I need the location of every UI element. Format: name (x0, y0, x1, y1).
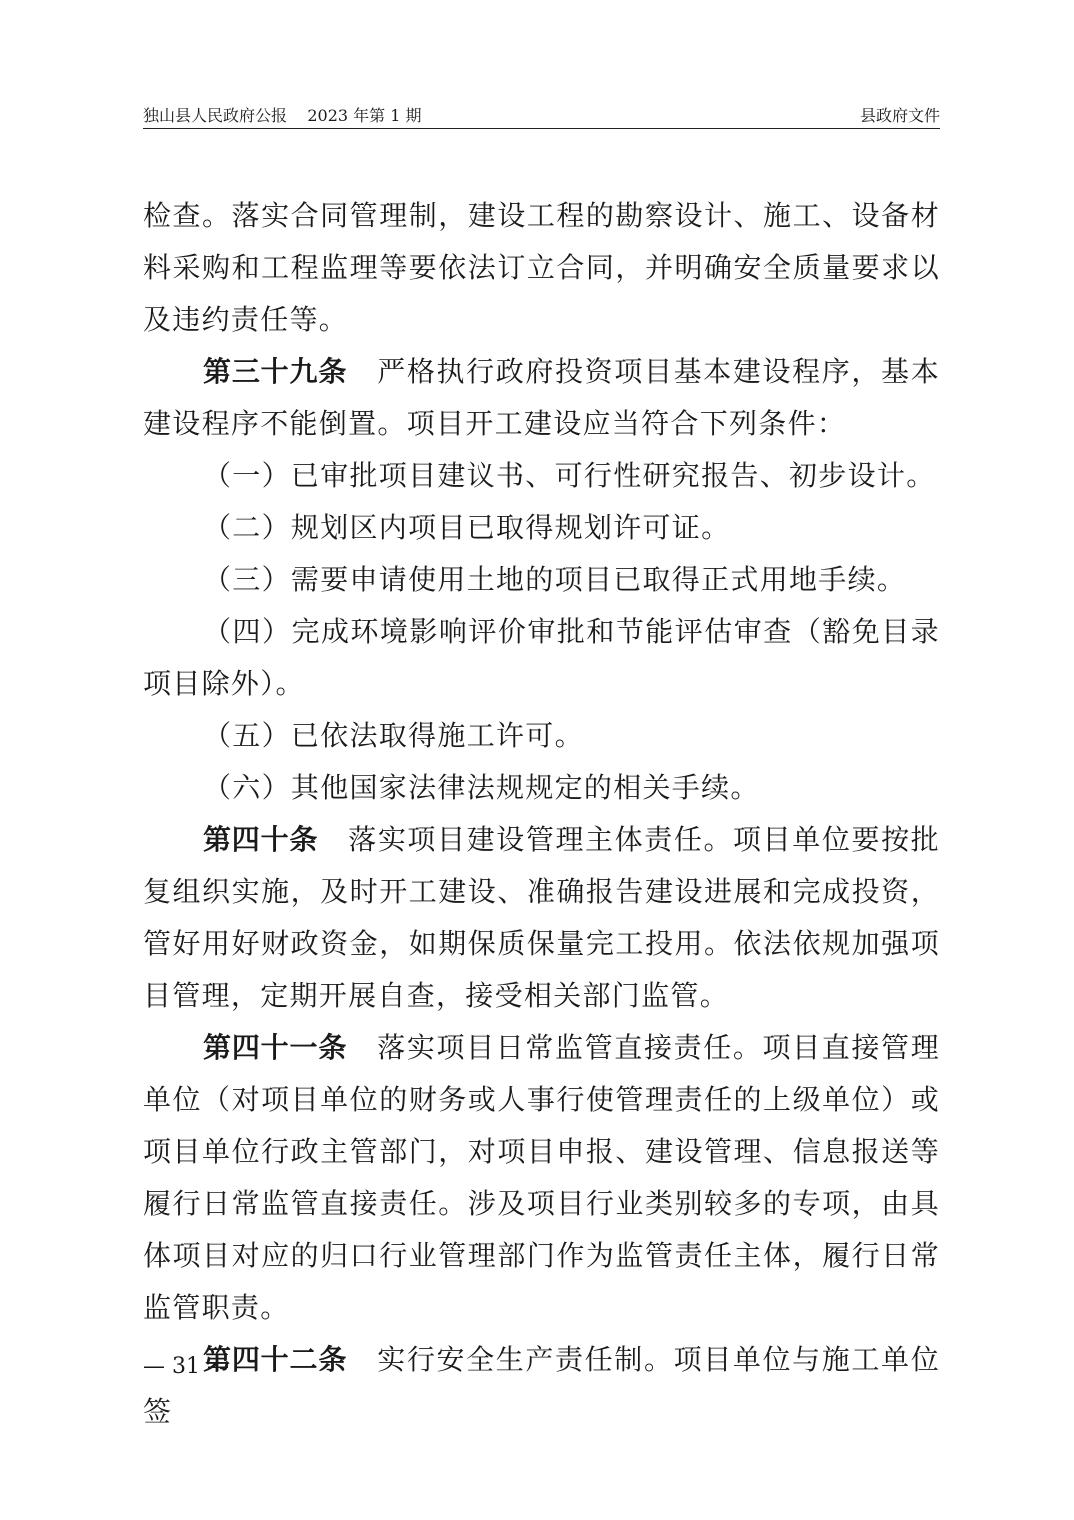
article-title: 第四十条 (203, 823, 319, 856)
header-issue: 2023 年第 1 期 (307, 106, 422, 125)
article-40 (143, 814, 940, 1022)
header-rule (143, 128, 940, 129)
page-header (143, 104, 940, 128)
article-text: 落实项目建设管理主体责任。项目单位要按批复组织实施，及时开工建设、准确报告建设进展和完成投资，管好用好财政资金，如期保质保量完工投用。依法依规加强项目管理，定期开展自查，接受相关部门监管。 (143, 823, 940, 1012)
condition-item: （三）需要申请使用土地的项目已取得正式用地手续。 (203, 563, 907, 596)
page-number: — 31 — (143, 1354, 229, 1379)
document-body (143, 190, 940, 1438)
paragraph: 检查。落实合同管理制，建设工程的勘察设计、施工、设备材料采购和工程监理等要依法订立合同，并明确安全质量要求以及违约责任等。 (143, 199, 940, 336)
header-publication-name: 独山县人民政府公报 (143, 106, 288, 125)
condition-item: （六）其他国家法律法规规定的相关手续。 (203, 771, 760, 804)
article-title: 第三十九条 (203, 355, 348, 388)
article-42 (143, 1334, 940, 1438)
article-title: 第四十二条 (203, 1343, 348, 1376)
condition-item: （五）已依法取得施工许可。 (203, 719, 584, 752)
header-section: 县政府文件 (859, 106, 940, 125)
article-text: 落实项目日常监管直接责任。项目直接管理单位（对项目单位的财务或人事行使管理责任的上级单位）或项目单位行政主管部门，对项目申报、建设管理、信息报送等履行日常监管直接责任。涉及项目行业类别较多的专项，由具体项目对应的归口行业管理部门作为监管责任主体，履行日常监管职责。 (143, 1031, 940, 1324)
article-title: 第四十一条 (203, 1031, 348, 1064)
condition-item: （四）完成环境影响评价审批和节能评估审查（豁免目录项目除外）。 (143, 615, 940, 700)
header-publication (143, 104, 422, 128)
article-text: 实行安全生产责任制。项目单位与施工单位签 (143, 1343, 940, 1428)
article-41 (143, 1022, 940, 1334)
condition-item: （二）规划区内项目已取得规划许可证。 (203, 511, 731, 544)
article-39 (143, 346, 940, 450)
article-text: 严格执行政府投资项目基本建设程序，基本建设程序不能倒置。项目开工建设应当符合下列条件： (143, 355, 940, 440)
condition-item: （一）已审批项目建议书、可行性研究报告、初步设计。 (203, 459, 936, 492)
